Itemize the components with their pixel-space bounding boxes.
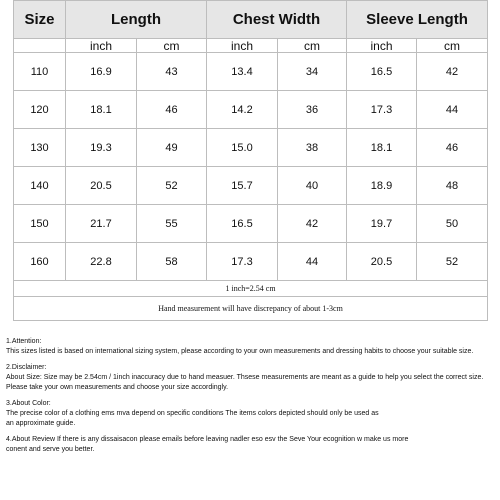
table-cell: 44 — [417, 91, 488, 129]
table-row — [14, 243, 488, 281]
table-cell: 50 — [417, 205, 488, 243]
table-cell: 18.1 — [347, 129, 417, 167]
conversion-note-row — [14, 281, 488, 297]
section-text: About Size: Size may be 2.54cm / 1inch inaccuracy due to hand measuer. Thsese measurements are meant as a guide to help you select the correct size. — [6, 374, 484, 381]
color-section — [6, 399, 496, 429]
table-cell: 42 — [278, 205, 347, 243]
table-row — [14, 91, 488, 129]
discrepancy-note-row — [14, 297, 488, 321]
table-cell: 20.5 — [347, 243, 417, 281]
table-cell: 21.7 — [66, 205, 137, 243]
unit-cell: inch — [207, 39, 278, 53]
header-size: Size — [14, 1, 66, 39]
table-cell: 46 — [137, 91, 207, 129]
table-row — [14, 205, 488, 243]
header-chest-width: Chest Width — [207, 1, 347, 39]
header-sleeve-length: Sleeve Length — [347, 1, 488, 39]
disclaimer-section — [6, 363, 496, 393]
table-cell: 150 — [14, 205, 66, 243]
table-row — [14, 167, 488, 205]
section-title: 4.About Review If there is any dissaisacon please emails before leaving nadler eso esv the Seve Your ecognition w make us more — [6, 436, 409, 443]
section-title: 1.Attention: — [6, 338, 42, 345]
table-cell: 49 — [137, 129, 207, 167]
unit-cell: cm — [278, 39, 347, 53]
table-cell: 44 — [278, 243, 347, 281]
units-blank-cell — [14, 39, 66, 53]
table-cell: 34 — [278, 53, 347, 91]
unit-cell: cm — [137, 39, 207, 53]
header-length: Length — [66, 1, 207, 39]
table-cell: 20.5 — [66, 167, 137, 205]
section-text: Please take your own measurements and choose your size accordingly. — [6, 384, 229, 391]
section-text: conent and serve you better. — [6, 446, 95, 453]
table-cell: 140 — [14, 167, 66, 205]
unit-cell: inch — [66, 39, 137, 53]
table-cell: 46 — [417, 129, 488, 167]
table-cell: 42 — [417, 53, 488, 91]
table-cell: 22.8 — [66, 243, 137, 281]
header-row — [14, 1, 488, 39]
table-cell: 110 — [14, 53, 66, 91]
table-cell: 18.9 — [347, 167, 417, 205]
conversion-note: 1 inch=2.54 cm — [14, 281, 488, 297]
info-notes — [6, 337, 496, 461]
table-cell: 19.3 — [66, 129, 137, 167]
size-chart-table — [13, 0, 488, 321]
table-cell: 15.7 — [207, 167, 278, 205]
table-cell: 38 — [278, 129, 347, 167]
table-row — [14, 129, 488, 167]
table-cell: 52 — [417, 243, 488, 281]
table-cell: 130 — [14, 129, 66, 167]
table-cell: 17.3 — [347, 91, 417, 129]
section-title: 2.Disclaimer: — [6, 364, 47, 371]
attention-section — [6, 337, 496, 357]
table-cell: 48 — [417, 167, 488, 205]
table-cell: 18.1 — [66, 91, 137, 129]
table-cell: 36 — [278, 91, 347, 129]
table-cell: 17.3 — [207, 243, 278, 281]
table-cell: 16.5 — [207, 205, 278, 243]
table-cell: 43 — [137, 53, 207, 91]
table-cell: 13.4 — [207, 53, 278, 91]
table-cell: 16.5 — [347, 53, 417, 91]
section-text: This sizes listed is based on international sizing system, please according to your own measurements and dressing habits to choose your suitable size. — [6, 348, 474, 355]
table-cell: 52 — [137, 167, 207, 205]
section-text: an approximate guide. — [6, 420, 76, 427]
table-cell: 14.2 — [207, 91, 278, 129]
table-cell: 58 — [137, 243, 207, 281]
units-row — [14, 39, 488, 53]
review-section — [6, 435, 496, 455]
unit-cell: cm — [417, 39, 488, 53]
table-cell: 40 — [278, 167, 347, 205]
table-cell: 160 — [14, 243, 66, 281]
table-cell: 120 — [14, 91, 66, 129]
table-cell: 19.7 — [347, 205, 417, 243]
table-cell: 16.9 — [66, 53, 137, 91]
table-row — [14, 53, 488, 91]
section-title: 3.About Color: — [6, 400, 51, 407]
table-cell: 15.0 — [207, 129, 278, 167]
unit-cell: inch — [347, 39, 417, 53]
section-text: The precise color of a clothing ems mva depend on specific conditions The items colors depicted should only be used as — [6, 410, 379, 417]
discrepancy-note: Hand measurement will have discrepancy of about 1-3cm — [14, 297, 488, 321]
table-cell: 55 — [137, 205, 207, 243]
